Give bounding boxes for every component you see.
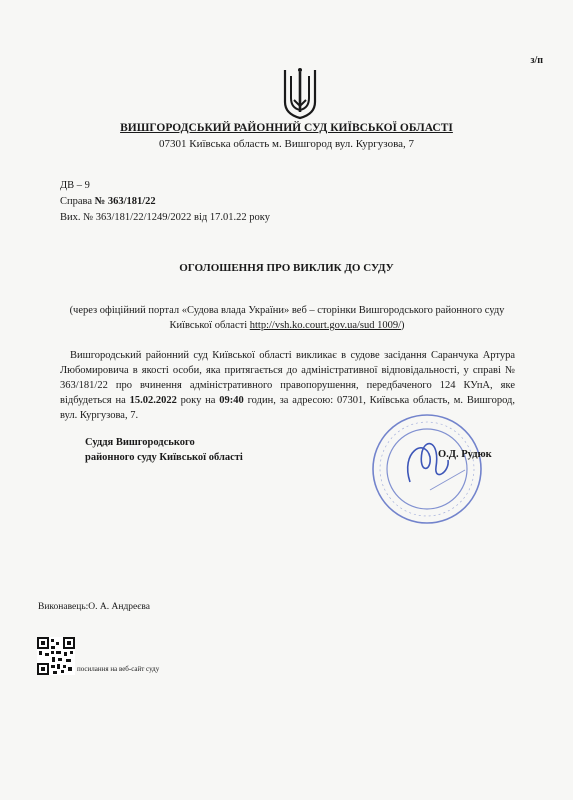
portal-note [62, 303, 512, 333]
corner-mark: з/п [530, 55, 543, 66]
portal-note-close: ) [401, 320, 405, 331]
portal-note-text: (через офіційний портал «Судова влада України» веб – сторінки Вишгородського районного суду Київської області [69, 305, 505, 331]
case-number-value: № 363/181/22 [94, 196, 156, 207]
trident-emblem-icon [280, 66, 320, 122]
qr-caption: посилання на веб-сайт суду [77, 665, 160, 673]
judge-title [85, 435, 243, 465]
qr-code-icon[interactable] [37, 637, 75, 675]
judge-title-line1: Суддя Вишгородського [85, 437, 195, 448]
summons-part1: Вишгородський районний суд Київської області викликає в судове засідання Саранчука Артура Любомировича в якості особи, яка притягається до адміністративної відповідальності, у справі № 363/181/22 про вчинення адміністративного правопорушення, передбаченого 124 КУпА, яке відбудеться на [60, 350, 515, 406]
judge-name: О.Д. Рудюк [438, 449, 492, 460]
judge-title-line2: районного суду Київської області [85, 452, 243, 463]
court-address: 07301 Київська область м. Вишгород вул. Кургузова, 7 [159, 138, 414, 150]
hearing-time: 09:40 [219, 395, 244, 406]
document-code: ДВ – 9 [60, 180, 90, 191]
case-number [60, 196, 156, 207]
court-stamp-icon [370, 412, 485, 527]
announcement-heading: ОГОЛОШЕННЯ ПРО ВИКЛИК ДО СУДУ [179, 262, 394, 274]
executor: Виконавець:О. А. Андреєва [38, 602, 150, 612]
summons-part2: року на [176, 395, 220, 406]
case-prefix: Справа [60, 196, 93, 207]
court-website-link[interactable]: http://vsh.ko.court.gov.ua/sud 1009/ [249, 320, 402, 331]
summons-part3: годин, за адресою: 07301, Київська область, м. Вишгород, вул. Кургузова, 7. [60, 395, 515, 421]
hearing-date: 15.02.2022 [129, 395, 177, 406]
court-name: ВИШГОРОДСЬКИЙ РАЙОННИЙ СУД КИЇВСЬКОЇ ОБЛАСТІ [120, 122, 453, 134]
outgoing-number: Вих. № 363/181/22/1249/2022 від 17.01.22 року [60, 212, 270, 223]
